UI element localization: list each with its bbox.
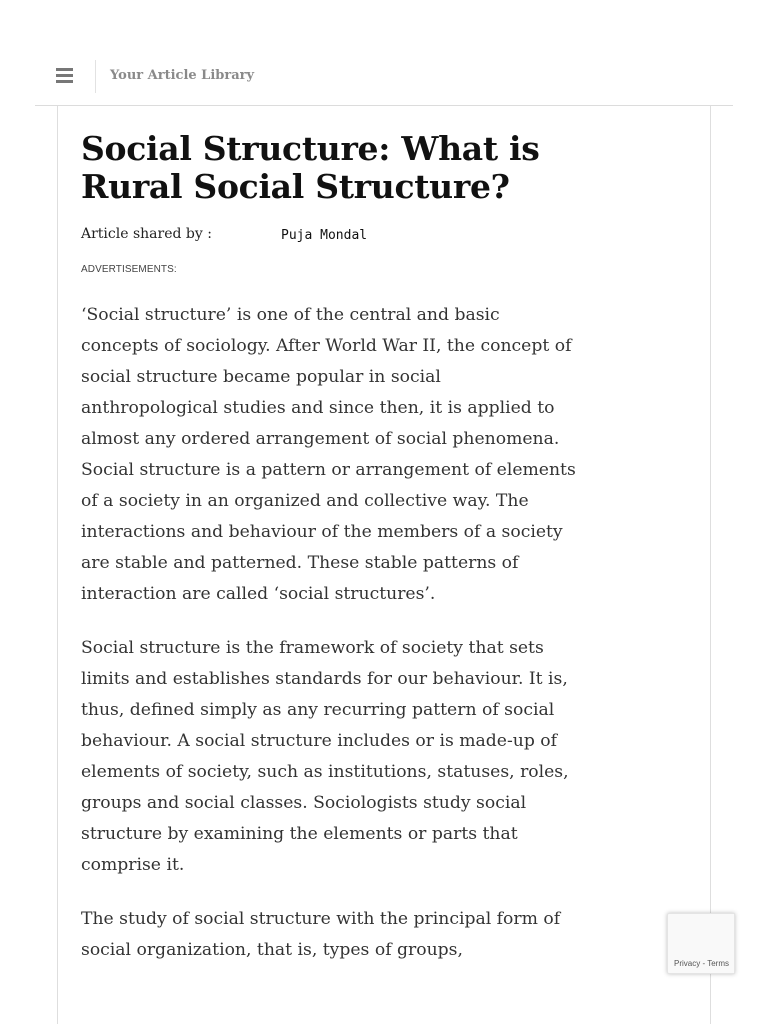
- recaptcha-badge[interactable]: [667, 913, 735, 974]
- article-paragraph: The study of social structure with the principal form of social organization, that is, types of groups,: [81, 909, 561, 960]
- author-line: [81, 226, 481, 246]
- hamburger-menu-icon[interactable]: [54, 66, 76, 86]
- author-name-link[interactable]: Puja Mondal: [281, 228, 368, 243]
- site-header: [35, 52, 733, 106]
- article-paragraph: Social structure is the framework of society that sets limits and establishes standards for our behaviour. It is, thus, defined simply as any recurring pattern of social behaviour. A social structure includes or is made-up of elements of society, such as institutions, statuses, roles, groups and social classes. Sociologists study social structure by examining the elements or parts that comprise it.: [81, 638, 569, 875]
- header-divider: [95, 60, 96, 93]
- recaptcha-separator: -: [700, 959, 708, 968]
- article-paragraph: ‘Social structure’ is one of the central and basic concepts of sociology. After World War II, the concept of social structure became popular in social anthropological studies and since then, it is applied to almost any ordered arrangement of social phenomena. Social structure is a pattern or arrangement of elements of a society in an organized and collective way. The interactions and behaviour of the members of a society are stable and patterned. These stable patterns of interaction are called ‘social structures’.: [81, 305, 576, 604]
- article-title: Social Structure: What is Rural Social Structure?: [81, 129, 540, 206]
- menu-bar: [56, 80, 73, 83]
- menu-bar: [56, 74, 73, 77]
- recaptcha-links: [674, 959, 729, 968]
- recaptcha-privacy-link[interactable]: Privacy: [674, 959, 701, 968]
- site-title-link[interactable]: Your Article Library: [110, 68, 255, 83]
- article-card: [57, 106, 711, 1024]
- author-label: Article shared by :: [81, 226, 212, 242]
- menu-bar: [56, 68, 73, 71]
- advertisements-label: ADVERTISEMENTS:: [81, 264, 177, 275]
- recaptcha-terms-link[interactable]: Terms: [707, 959, 729, 968]
- article-body: [81, 300, 581, 989]
